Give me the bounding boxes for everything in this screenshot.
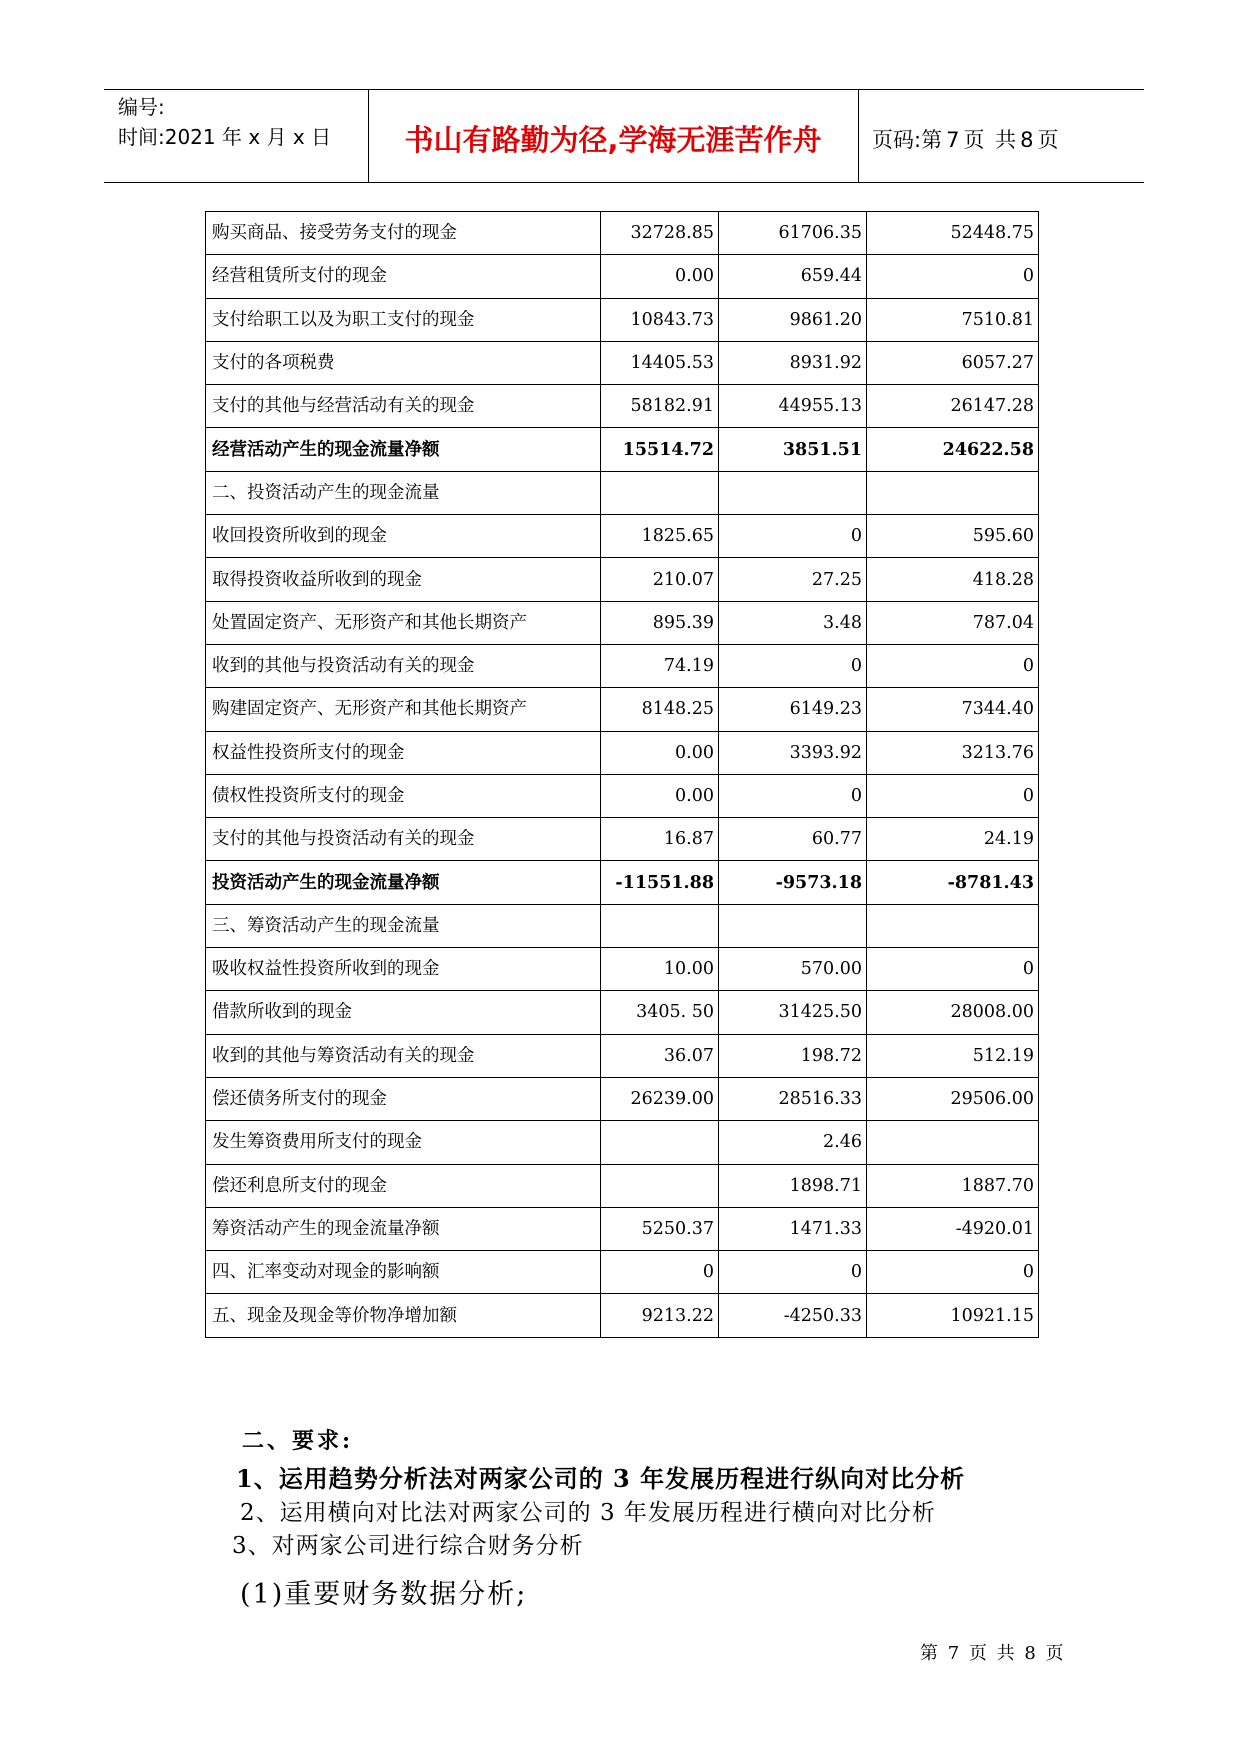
value-col-3: -4920.01 xyxy=(867,1207,1039,1250)
value-col-3: 52448.75 xyxy=(867,212,1039,255)
value-col-2: 61706.35 xyxy=(719,212,867,255)
table-row xyxy=(206,385,1039,428)
table-row xyxy=(206,904,1039,947)
requirement-item-1: 1、运用趋势分析法对两家公司的 3 年发展历程进行纵向对比分析 xyxy=(236,1464,966,1493)
header-page-info xyxy=(872,124,1063,154)
table-row xyxy=(206,1164,1039,1207)
row-label: 吸收权益性投资所收到的现金 xyxy=(206,948,601,991)
row-label: 三、筹资活动产生的现金流量 xyxy=(206,904,601,947)
requirements-title: 二、要求: xyxy=(242,1428,354,1454)
value-col-3 xyxy=(867,471,1039,514)
value-col-2: 9861.20 xyxy=(719,298,867,341)
cash-flow-table-body xyxy=(206,212,1039,1338)
value-col-2: 198.72 xyxy=(719,1034,867,1077)
value-col-2: 0 xyxy=(719,515,867,558)
table-row xyxy=(206,341,1039,384)
requirement-subitem: (1)重要财务数据分析; xyxy=(240,1579,528,1610)
value-col-1: 3405. 50 xyxy=(601,991,719,1034)
cash-flow-table xyxy=(205,211,1039,1338)
value-col-3: 24.19 xyxy=(867,818,1039,861)
header-meta xyxy=(118,92,331,152)
row-label: 经营活动产生的现金流量净额 xyxy=(206,428,601,471)
value-col-3: 10921.15 xyxy=(867,1294,1039,1337)
row-label: 收回投资所收到的现金 xyxy=(206,515,601,558)
value-col-2: 44955.13 xyxy=(719,385,867,428)
value-col-1: 36.07 xyxy=(601,1034,719,1077)
value-col-3: 24622.58 xyxy=(867,428,1039,471)
value-col-2: 3.48 xyxy=(719,601,867,644)
row-label: 处置固定资产、无形资产和其他长期资产 xyxy=(206,601,601,644)
page-number: 7 xyxy=(946,128,960,152)
value-col-3: 0 xyxy=(867,644,1039,687)
value-col-3: 0 xyxy=(867,774,1039,817)
value-col-1 xyxy=(601,471,719,514)
header-divider-right xyxy=(858,89,859,182)
page-total-unit: 页 xyxy=(1037,128,1059,152)
row-label: 权益性投资所支付的现金 xyxy=(206,731,601,774)
requirement-item-3: 3、对两家公司进行综合财务分析 xyxy=(232,1533,584,1559)
row-label: 收到的其他与筹资活动有关的现金 xyxy=(206,1034,601,1077)
row-label: 支付的其他与经营活动有关的现金 xyxy=(206,385,601,428)
table-row xyxy=(206,731,1039,774)
page-label: 页码:第 xyxy=(872,128,943,152)
value-col-2: 31425.50 xyxy=(719,991,867,1034)
page-unit: 页 xyxy=(963,128,985,152)
table-row xyxy=(206,515,1039,558)
value-col-2: -4250.33 xyxy=(719,1294,867,1337)
value-col-3: 3213.76 xyxy=(867,731,1039,774)
table-row xyxy=(206,644,1039,687)
value-col-2: 1898.71 xyxy=(719,1164,867,1207)
table-row xyxy=(206,1294,1039,1337)
value-col-3: 418.28 xyxy=(867,558,1039,601)
row-label: 经营租赁所支付的现金 xyxy=(206,255,601,298)
value-col-1: 1825.65 xyxy=(601,515,719,558)
value-col-2: -9573.18 xyxy=(719,861,867,904)
value-col-2: 60.77 xyxy=(719,818,867,861)
value-col-1 xyxy=(601,1164,719,1207)
table-row xyxy=(206,948,1039,991)
row-label: 四、汇率变动对现金的影响额 xyxy=(206,1251,601,1294)
value-col-3: 512.19 xyxy=(867,1034,1039,1077)
row-label: 购买商品、接受劳务支付的现金 xyxy=(206,212,601,255)
value-col-2: 0 xyxy=(719,644,867,687)
row-label: 投资活动产生的现金流量净额 xyxy=(206,861,601,904)
row-label: 支付的各项税费 xyxy=(206,341,601,384)
value-col-3: 6057.27 xyxy=(867,341,1039,384)
value-col-3: 29506.00 xyxy=(867,1077,1039,1120)
value-col-2: 3851.51 xyxy=(719,428,867,471)
value-col-1 xyxy=(601,904,719,947)
value-col-3: -8781.43 xyxy=(867,861,1039,904)
header-bottom-rule xyxy=(104,182,1144,183)
value-col-1: 0.00 xyxy=(601,731,719,774)
row-label: 支付的其他与投资活动有关的现金 xyxy=(206,818,601,861)
value-col-1: 26239.00 xyxy=(601,1077,719,1120)
table-row xyxy=(206,1077,1039,1120)
table-row xyxy=(206,1251,1039,1294)
value-col-1 xyxy=(601,1121,719,1164)
value-col-1: 9213.22 xyxy=(601,1294,719,1337)
value-col-3: 1887.70 xyxy=(867,1164,1039,1207)
value-col-1: 10843.73 xyxy=(601,298,719,341)
value-col-1: 210.07 xyxy=(601,558,719,601)
table-row xyxy=(206,774,1039,817)
value-col-2: 3393.92 xyxy=(719,731,867,774)
table-row xyxy=(206,818,1039,861)
value-col-1: 15514.72 xyxy=(601,428,719,471)
document-number-label: 编号: xyxy=(118,95,165,119)
row-label: 发生筹资费用所支付的现金 xyxy=(206,1121,601,1164)
value-col-2: 570.00 xyxy=(719,948,867,991)
row-label: 五、现金及现金等价物净增加额 xyxy=(206,1294,601,1337)
header-top-rule xyxy=(104,89,1144,90)
row-label: 借款所收到的现金 xyxy=(206,991,601,1034)
row-label: 偿还债务所支付的现金 xyxy=(206,1077,601,1120)
value-col-3: 26147.28 xyxy=(867,385,1039,428)
value-col-3: 0 xyxy=(867,1251,1039,1294)
value-col-1: 8148.25 xyxy=(601,688,719,731)
table-row xyxy=(206,428,1039,471)
row-label: 取得投资收益所收到的现金 xyxy=(206,558,601,601)
value-col-2: 6149.23 xyxy=(719,688,867,731)
table-row xyxy=(206,601,1039,644)
value-col-2: 1471.33 xyxy=(719,1207,867,1250)
table-row xyxy=(206,688,1039,731)
value-col-1: 14405.53 xyxy=(601,341,719,384)
requirement-item-2: 2、运用横向对比法对两家公司的 3 年发展历程进行横向对比分析 xyxy=(240,1500,936,1526)
value-col-3 xyxy=(867,904,1039,947)
row-label: 购建固定资产、无形资产和其他长期资产 xyxy=(206,688,601,731)
value-col-1: 0.00 xyxy=(601,774,719,817)
value-col-2: 2.46 xyxy=(719,1121,867,1164)
table-row xyxy=(206,1207,1039,1250)
value-col-3: 7510.81 xyxy=(867,298,1039,341)
value-col-3: 595.60 xyxy=(867,515,1039,558)
value-col-3: 28008.00 xyxy=(867,991,1039,1034)
value-col-1: 74.19 xyxy=(601,644,719,687)
value-col-1: -11551.88 xyxy=(601,861,719,904)
value-col-1: 5250.37 xyxy=(601,1207,719,1250)
table-row xyxy=(206,471,1039,514)
value-col-3: 0 xyxy=(867,255,1039,298)
value-col-1: 10.00 xyxy=(601,948,719,991)
row-label: 偿还利息所支付的现金 xyxy=(206,1164,601,1207)
page-footer: 第 7 页 共 8 页 xyxy=(920,1643,1066,1664)
header-motto: 书山有路勤为径,学海无涯苦作舟 xyxy=(404,123,822,157)
row-label: 二、投资活动产生的现金流量 xyxy=(206,471,601,514)
row-label: 支付给职工以及为职工支付的现金 xyxy=(206,298,601,341)
row-label: 筹资活动产生的现金流量净额 xyxy=(206,1207,601,1250)
value-col-2 xyxy=(719,904,867,947)
document-time-label: 时间:2021 年 x 月 x 日 xyxy=(118,125,332,149)
table-row xyxy=(206,861,1039,904)
table-row xyxy=(206,212,1039,255)
table-row xyxy=(206,255,1039,298)
page-total-label: 共 xyxy=(995,128,1017,152)
table-row xyxy=(206,991,1039,1034)
value-col-1: 32728.85 xyxy=(601,212,719,255)
value-col-2: 0 xyxy=(719,1251,867,1294)
value-col-1: 0.00 xyxy=(601,255,719,298)
value-col-2: 28516.33 xyxy=(719,1077,867,1120)
value-col-3: 787.04 xyxy=(867,601,1039,644)
value-col-3: 0 xyxy=(867,948,1039,991)
value-col-1: 0 xyxy=(601,1251,719,1294)
value-col-3: 7344.40 xyxy=(867,688,1039,731)
value-col-2: 27.25 xyxy=(719,558,867,601)
value-col-1: 895.39 xyxy=(601,601,719,644)
row-label: 收到的其他与投资活动有关的现金 xyxy=(206,644,601,687)
row-label: 债权性投资所支付的现金 xyxy=(206,774,601,817)
value-col-2: 8931.92 xyxy=(719,341,867,384)
value-col-2: 659.44 xyxy=(719,255,867,298)
table-row xyxy=(206,298,1039,341)
table-row xyxy=(206,558,1039,601)
value-col-3 xyxy=(867,1121,1039,1164)
table-row xyxy=(206,1034,1039,1077)
table-row xyxy=(206,1121,1039,1164)
page-total: 8 xyxy=(1020,128,1034,152)
value-col-1: 58182.91 xyxy=(601,385,719,428)
value-col-2: 0 xyxy=(719,774,867,817)
value-col-1: 16.87 xyxy=(601,818,719,861)
value-col-2 xyxy=(719,471,867,514)
